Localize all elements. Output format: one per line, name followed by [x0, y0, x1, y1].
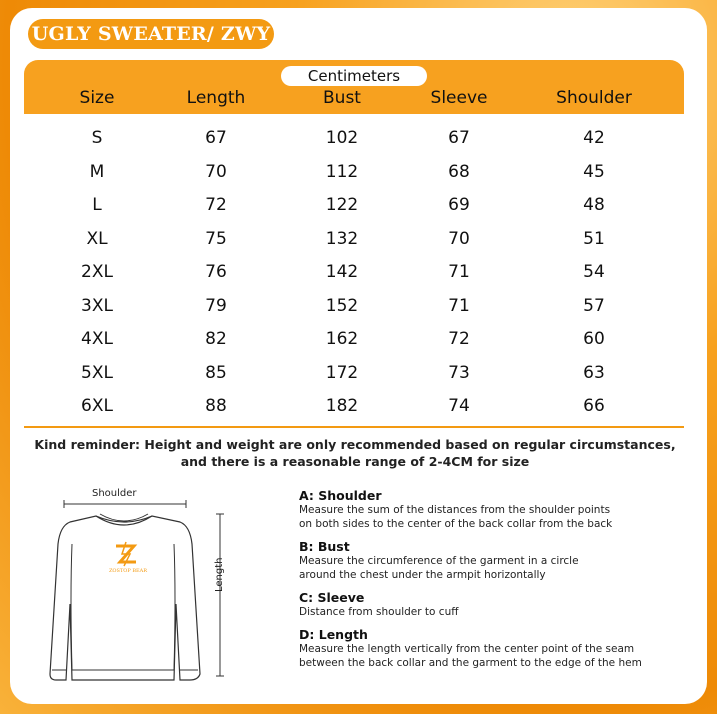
cell-length: 70 [205, 162, 227, 182]
table-row [24, 290, 684, 324]
definition-text: on both sides to the center of the back collar from the back [299, 518, 613, 530]
cell-bust: 172 [325, 363, 359, 383]
cell-bust: 162 [325, 329, 359, 349]
definition-title: C: Sleeve [299, 590, 365, 605]
cell-bust: 182 [325, 396, 359, 416]
header-bust: Bust [323, 88, 361, 108]
definition-shoulder [299, 488, 699, 531]
cell-length: 76 [205, 262, 227, 282]
length-label: Length [214, 557, 225, 592]
header-shoulder: Shoulder [556, 88, 632, 108]
cell-size: XL [86, 229, 108, 249]
table-row [24, 156, 684, 190]
definition-text: between the back collar and the garment to the edge of the hem [299, 657, 642, 669]
cell-bust: 112 [325, 162, 359, 182]
measurement-definitions [299, 488, 699, 678]
definition-text: Measure the sum of the distances from the shoulder points [299, 504, 611, 516]
definition-title: B: Bust [299, 539, 350, 554]
sweater-diagram [40, 484, 270, 696]
table-row [24, 122, 684, 156]
cell-shoulder: 66 [583, 396, 605, 416]
cell-length: 79 [205, 296, 227, 316]
cell-shoulder: 51 [583, 229, 605, 249]
cell-shoulder: 60 [583, 329, 605, 349]
cell-sleeve: 74 [448, 396, 470, 416]
table-row [24, 390, 684, 424]
cell-size: 4XL [81, 329, 113, 349]
shoulder-label: Shoulder [92, 488, 137, 499]
definition-sleeve [299, 590, 699, 619]
cell-sleeve: 70 [448, 229, 470, 249]
definition-text: Distance from shoulder to cuff [299, 606, 459, 618]
cell-shoulder: 57 [583, 296, 605, 316]
header-length: Length [186, 88, 246, 108]
cell-sleeve: 73 [448, 363, 470, 383]
cell-shoulder: 45 [583, 162, 605, 182]
definition-text: around the chest under the armpit horizontally [299, 569, 546, 581]
cell-length: 88 [205, 396, 227, 416]
definition-length [299, 627, 699, 670]
cell-length: 82 [205, 329, 227, 349]
cell-size: 3XL [81, 296, 113, 316]
sweater-outline-icon [40, 484, 270, 696]
kind-reminder [30, 436, 680, 470]
reminder-line-1: Kind reminder: Height and weight are only recommended based on regular circumstances, [34, 437, 676, 452]
cell-sleeve: 72 [448, 329, 470, 349]
table-row [24, 323, 684, 357]
cell-length: 85 [205, 363, 227, 383]
definition-title: A: Shoulder [299, 488, 382, 503]
cell-size: L [92, 195, 102, 215]
definition-text: Measure the circumference of the garment in a circle [299, 555, 579, 567]
cell-sleeve: 67 [448, 128, 470, 148]
cell-bust: 102 [325, 128, 359, 148]
cell-shoulder: 63 [583, 363, 605, 383]
cell-shoulder: 54 [583, 262, 605, 282]
cell-bust: 142 [325, 262, 359, 282]
header-sleeve: Sleeve [430, 88, 488, 108]
cell-length: 75 [205, 229, 227, 249]
cell-length: 67 [205, 128, 227, 148]
cell-bust: 152 [325, 296, 359, 316]
cell-size: 6XL [81, 396, 113, 416]
cell-size: 5XL [81, 363, 113, 383]
cell-sleeve: 71 [448, 262, 470, 282]
table-divider [24, 426, 684, 428]
cell-shoulder: 42 [583, 128, 605, 148]
definition-title: D: Length [299, 627, 368, 642]
cell-size: 2XL [81, 262, 113, 282]
cell-length: 72 [205, 195, 227, 215]
table-row [24, 256, 684, 290]
cell-sleeve: 71 [448, 296, 470, 316]
unit-label: Centimeters [281, 66, 427, 86]
table-row [24, 357, 684, 391]
cell-bust: 122 [325, 195, 359, 215]
table-row [24, 223, 684, 257]
definition-text: Measure the length vertically from the center point of the seam [299, 643, 635, 655]
table-row [24, 189, 684, 223]
cell-sleeve: 68 [448, 162, 470, 182]
cell-sleeve: 69 [448, 195, 470, 215]
definition-bust [299, 539, 699, 582]
cell-bust: 132 [325, 229, 359, 249]
header-size: Size [79, 88, 115, 108]
reminder-line-2: and there is a reasonable range of 2-4CM for size [180, 454, 530, 469]
chart-title: UGLY SWEATER/ ZWY [28, 19, 274, 49]
cell-size: S [91, 128, 103, 148]
cell-size: M [89, 162, 105, 182]
cell-shoulder: 48 [583, 195, 605, 215]
logo-text: ZOSTOP BEAR [108, 568, 148, 574]
